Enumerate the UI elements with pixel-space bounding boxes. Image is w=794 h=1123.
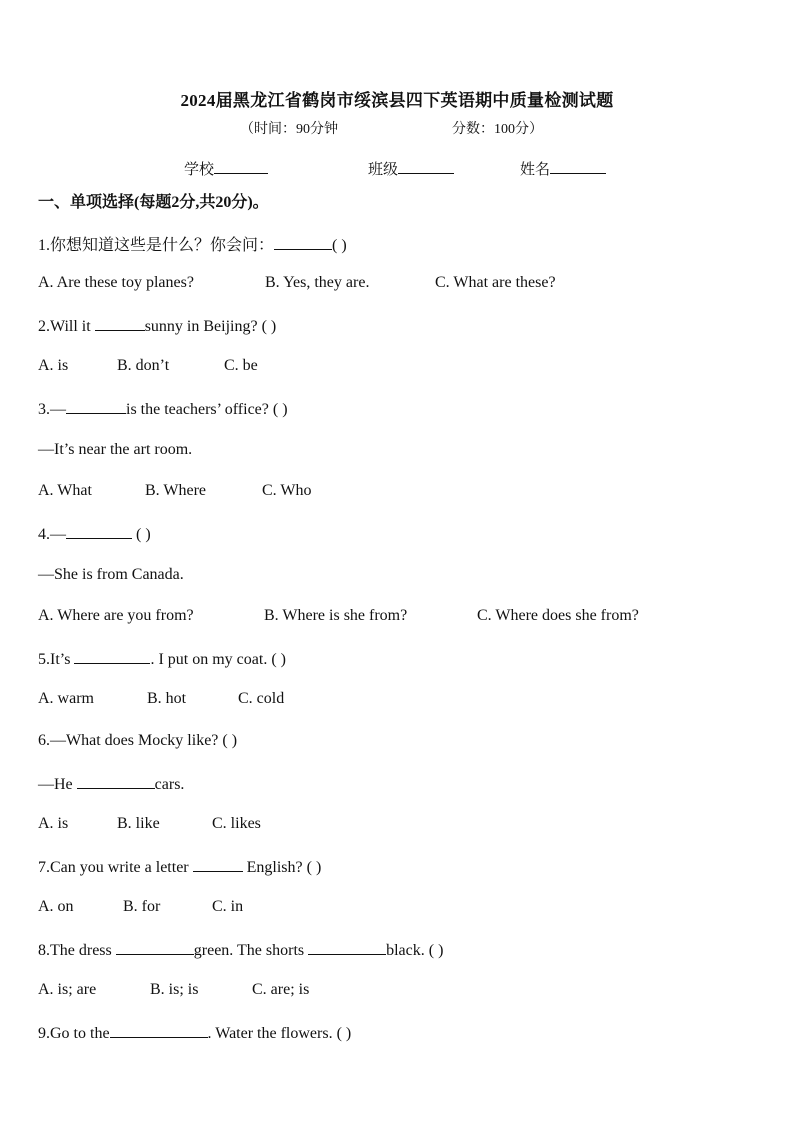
q3-option-a[interactable]: A. What: [38, 482, 92, 499]
q8-blank-1[interactable]: [116, 940, 194, 955]
class-label: 班级: [368, 162, 399, 178]
q6-option-c[interactable]: C. likes: [212, 815, 261, 832]
q7-text-end: English? ( ): [242, 859, 322, 876]
q9-text-end: . Water the flowers. ( ): [207, 1025, 352, 1042]
q1-option-a[interactable]: A. Are these toy planes?: [38, 274, 194, 291]
exam-title: 2024届黑龙江省鹤岗市绥滨县四下英语期中质量检测试题: [180, 91, 614, 110]
q7-blank[interactable]: [193, 857, 243, 872]
q2-text-end: sunny in Beijing? ( ): [144, 318, 277, 335]
class-blank[interactable]: [398, 159, 454, 174]
q3-option-c[interactable]: C. Who: [262, 482, 312, 499]
q6-text-end: cars.: [154, 776, 185, 793]
q7-text: 7.Can you write a letter: [38, 859, 193, 876]
question-9-stem: [38, 1023, 351, 1043]
question-8-stem: [38, 940, 443, 960]
question-4-answer-line: —She is from Canada.: [38, 566, 184, 583]
q8-text-mid: green. The shorts: [193, 942, 309, 959]
q8-text: 8.The dress: [38, 942, 116, 959]
question-6-answer-line: [38, 774, 184, 794]
q4-blank[interactable]: [66, 524, 132, 539]
q2-option-c[interactable]: C. be: [224, 357, 258, 374]
name-blank[interactable]: [550, 159, 606, 174]
section-heading: 一、单项选择(每题2分,共20分)。: [38, 194, 269, 211]
q6-text: —He: [38, 776, 77, 793]
q5-blank[interactable]: [74, 649, 150, 664]
q2-option-b[interactable]: B. don’t: [117, 357, 170, 374]
q6-option-b[interactable]: B. like: [117, 815, 160, 832]
q4-option-b[interactable]: B. Where is she from?: [264, 607, 408, 624]
q6-blank[interactable]: [77, 774, 155, 789]
q3-text-end: is the teachers’ office? ( ): [126, 401, 288, 418]
q1-text: 1.你想知道这些是什么？你会问：: [38, 237, 275, 254]
q7-option-c[interactable]: C. in: [212, 898, 244, 915]
question-1-stem: [38, 232, 347, 255]
question-6-stem: 6.—What does Mocky like? ( ): [38, 732, 238, 749]
school-blank[interactable]: [214, 159, 268, 174]
name-field[interactable]: [520, 158, 606, 179]
question-5-stem: [38, 649, 286, 669]
q9-blank[interactable]: [110, 1023, 208, 1038]
q5-text-end: . I put on my coat. ( ): [150, 651, 286, 668]
q3-option-b[interactable]: B. Where: [145, 482, 207, 499]
q8-text-end: black. ( ): [386, 942, 444, 959]
exam-time: （时间：90分钟: [240, 122, 338, 137]
q1-option-c[interactable]: C. What are these?: [435, 274, 556, 291]
q1-paren: ( ): [332, 237, 347, 254]
q2-blank[interactable]: [95, 316, 145, 331]
q2-text: 2.Will it: [38, 318, 95, 335]
q4-option-c[interactable]: C. Where does she from?: [477, 607, 639, 624]
q1-option-b[interactable]: B. Yes, they are.: [265, 274, 370, 291]
q3-blank[interactable]: [66, 399, 126, 414]
q4-text: 4.—: [38, 526, 66, 543]
class-field[interactable]: [368, 158, 454, 179]
q5-text: 5.It’s: [38, 651, 75, 668]
q4-paren: ( ): [132, 526, 151, 543]
question-3-answer-line: —It’s near the art room.: [38, 441, 193, 458]
question-2-stem: [38, 316, 276, 336]
q7-option-b[interactable]: B. for: [123, 898, 161, 915]
q5-option-b[interactable]: B. hot: [147, 690, 187, 707]
name-label: 姓名: [520, 162, 551, 178]
q7-option-a[interactable]: A. on: [38, 898, 74, 915]
school-field[interactable]: [184, 158, 268, 179]
question-4-stem: [38, 524, 151, 544]
q4-option-a[interactable]: A. Where are you from?: [38, 607, 194, 624]
question-3-stem: [38, 399, 288, 419]
q2-option-a[interactable]: A. is: [38, 357, 69, 374]
q1-blank[interactable]: [274, 235, 332, 250]
q8-blank-2[interactable]: [308, 940, 386, 955]
q9-text: 9.Go to the: [38, 1025, 110, 1042]
exam-score: 分数：100分）: [452, 122, 543, 137]
question-7-stem: [38, 857, 321, 877]
q8-option-b[interactable]: B. is; is: [150, 981, 199, 998]
q5-option-a[interactable]: A. warm: [38, 690, 94, 707]
q6-option-a[interactable]: A. is: [38, 815, 69, 832]
school-label: 学校: [184, 162, 215, 178]
q8-option-c[interactable]: C. are; is: [252, 981, 310, 998]
q5-option-c[interactable]: C. cold: [238, 690, 285, 707]
q8-option-a[interactable]: A. is; are: [38, 981, 97, 998]
q3-text: 3.—: [38, 401, 66, 418]
